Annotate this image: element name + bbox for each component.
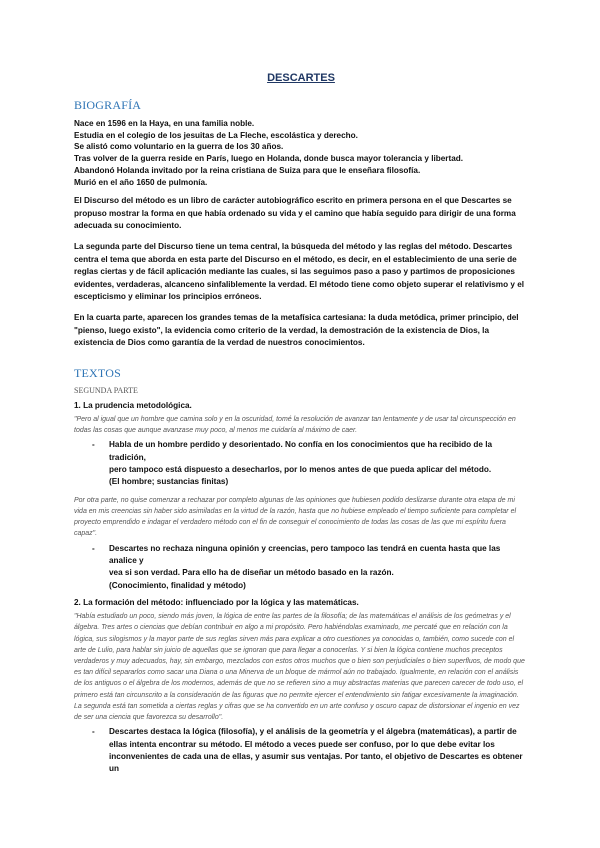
bullet-dash: - — [92, 543, 95, 553]
bullet-line: (El hombre; sustancias finitas) — [109, 477, 229, 487]
bullet-item — [92, 726, 528, 776]
bullet-line: Descartes destaca la lógica (filosofía), y el análisis de la geometría y el álgebra (matemáticas), a partir de — [109, 727, 517, 737]
document-title: DESCARTES — [267, 72, 335, 84]
bullet-line: Habla de un hombre perdido y desorientado. No confía en los conocimientos que ha recibido de la tradición, — [109, 440, 493, 462]
bio-paragraph-segunda-parte: La segunda parte del Discurso tiene un tema central, la búsqueda del método y las reglas del método. Descartes centra el tema que aborda en esta parte del Discurso en el método, es decir, en el establecimiento de una serie de reglas ciertas y de fácil aplicación mediante las cuales, si las seguimos paso a paso y partimos de proposiciones evidentes, verdaderas, alcanceno sinfaliblemente la verdad. El método tiene como objeto superar el relativismo y el escepticismo y eliminar los principios erróneos. — [74, 242, 525, 302]
bullet-text — [109, 543, 528, 593]
bio-paragraph-cuarta-parte: En la cuarta parte, aparecen los grandes temas de la metafísica cartesiana: la duda metódica, primer principio, del "pienso, luego existo", la evidencia como criterio de la verdad, la demostración de la existencia de Dios, la existencia de Dios como garantía de la verdad de nuestros conocimientos. — [74, 312, 519, 348]
quote-text: "Había estudiado un poco, siendo más joven, la lógica de entre las partes de la filosofía; de las matemáticas el análisis de los geómetras y el álgebra. Tres artes o ciencias que debían contribuir en algo a mi propósito. Pero habiéndolas examinado, me percaté que en relación con la lógica, sus silogismos y la mayor parte de sus reglas sirven más para explicar a otro cuestiones ya conocidas o, también, como sucede con el arte de Lulio, para hablar sin juicio de aquellas que se ignoran que para llegar a conocerlas. Y si bien la lógica contiene muchos preceptos verdaderos y muy adecuados, hay, sin embargo, mezclados con estos otros muchos que o bien son perjudiciales o bien superfluos, de modo que es tan difícil separarlos como sacar una Diana o una Minerva de un bloque de mármol aún no trabajado. Igualmente, en relación con el análisis de los antiguos o el álgebra de los modernos, además de que no se refieren sino a muy abstractas materias que parecen carecer de todo uso, el primero está tan circunscrito a la consideración de las figuras que no permite ejercer el entendimiento sin fatigar excesivamente la imaginación. La segunda está tan sometida a ciertas reglas y cifras que se ha convertido en un arte confuso y oscuro capaz de distorsionar el ingenio en vez de ser una ciencia que favorezca su desarrollo". — [74, 613, 525, 722]
bullet-dash: - — [92, 727, 95, 737]
bio-line: Nace en 1596 en la Haya, en una familia noble. — [74, 119, 255, 128]
bio-paragraph-discurso: El Discurso del método es un libro de carácter autobiográfico escrito en primera persona en el que Descartes se propuso mostrar la forma en que había ordenado su vida y el camino que había seguido para dirigir de una forma adecuada su conocimiento. — [74, 196, 516, 231]
section-title: 1. La prudencia metodológica. — [74, 400, 192, 410]
bullet-line: (Conocimiento, finalidad y método) — [109, 580, 246, 590]
bullet-line: vea si son verdad. Para ello ha de diseñar un método basado en la razón. — [109, 568, 394, 578]
bullet-line: Descartes no rechaza ninguna opinión y creencias, pero tampoco las tendrá en cuenta hasta que las analice y — [109, 543, 501, 565]
bio-line: Tras volver de la guerra reside en París, luego en Holanda, donde busca mayor tolerancia y libertad. — [74, 154, 464, 164]
bullet-item — [92, 439, 528, 489]
bullet-item — [92, 543, 528, 593]
bullet-line: ellas intenta encontrar su método. El método a veces puede ser confuso, por lo que debe evitar los — [109, 739, 495, 749]
bio-line: Murió en el año 1650 de pulmonía. — [74, 177, 208, 187]
bullet-dash: - — [92, 440, 95, 450]
quote-text: "Pero al igual que un hombre que camina solo y en la oscuridad, tomé la resolución de avanzar tan lentamente y de usar tal circunspección en todas las cosas que aunque avanzase muy poco, al menos me cuidaría al máximo de caer. — [74, 415, 516, 434]
biografia-facts — [74, 118, 528, 188]
subheading-segunda-parte: SEGUNDA PARTE — [74, 385, 138, 395]
bullet-text — [109, 726, 528, 776]
heading-textos: TEXTOS — [74, 365, 121, 380]
heading-biografia: BIOGRAFÍA — [74, 98, 142, 112]
bio-line: Se alistó como voluntario en la guerra de los 30 años. — [74, 142, 284, 152]
bullet-line: inconvenientes de cada una de ellas, y asumir sus ventajas. Por tanto, el objetivo de Descartes es obtener un — [109, 752, 523, 774]
section-title: 2. La formación del método: influenciado por la lógica y las matemáticas. — [74, 598, 359, 608]
quote-text: Por otra parte, no quise comenzar a rechazar por completo algunas de las opiniones que hubiesen podido deslizarse durante otra etapa de mi vida en mis creencias sin haber sido asimiladas en la virtud de la razón, hasta que no hubiese empleado el tiempo suficiente para completar el proyecto emprendido e indagar el verdadero método con el fin de conseguir el conocimiento de todas las cosas de las que mi espíritu fuera capaz". — [74, 496, 517, 538]
bullet-line: pero tampoco está dispuesto a desecharlos, por lo menos antes de que pueda aplicar del método. — [109, 464, 492, 474]
bullet-text — [109, 439, 528, 489]
bio-line: Estudia en el colegio de los jesuitas de La Fleche, escolástica y derecho. — [74, 130, 358, 140]
bio-line: Abandonó Holanda invitado por la reina cristiana de Suiza para que le enseñara filosofía. — [74, 165, 421, 175]
